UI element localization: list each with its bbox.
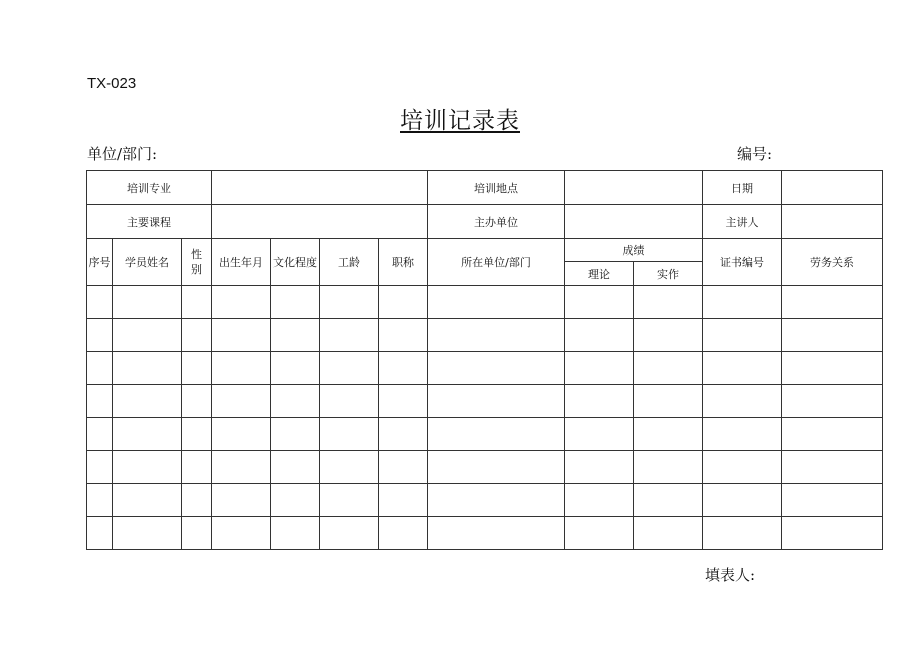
organizer-label: 主办单位 [428, 205, 565, 239]
table-cell[interactable] [782, 319, 883, 352]
location-field[interactable] [565, 171, 703, 205]
unit-label: 单位/部门: [87, 145, 158, 163]
col-gender-line1: 性 [191, 248, 202, 261]
table-cell[interactable] [182, 418, 212, 451]
organizer-field[interactable] [565, 205, 703, 239]
col-practice: 实作 [634, 262, 703, 286]
course-field[interactable] [212, 205, 428, 239]
table-cell[interactable] [703, 319, 782, 352]
col-score: 成绩 [565, 239, 703, 262]
table-cell[interactable] [379, 385, 428, 418]
table-cell[interactable] [428, 385, 565, 418]
table-cell[interactable] [87, 319, 113, 352]
date-label: 日期 [703, 171, 782, 205]
col-labor: 劳务关系 [782, 239, 883, 286]
table-cell[interactable] [565, 517, 634, 550]
table-cell[interactable] [379, 418, 428, 451]
table-cell[interactable] [320, 352, 379, 385]
table-cell[interactable] [379, 352, 428, 385]
table-row [87, 451, 883, 484]
table-cell[interactable] [379, 286, 428, 319]
col-seniority: 工龄 [320, 239, 379, 286]
table-cell[interactable] [113, 352, 182, 385]
table-cell[interactable] [212, 319, 271, 352]
table-cell[interactable] [565, 418, 634, 451]
table-cell[interactable] [703, 451, 782, 484]
table-cell[interactable] [271, 352, 320, 385]
table-cell[interactable] [320, 517, 379, 550]
table-cell[interactable] [634, 451, 703, 484]
table-cell[interactable] [113, 385, 182, 418]
table-cell[interactable] [113, 451, 182, 484]
lecturer-field[interactable] [782, 205, 883, 239]
col-unit: 所在单位/部门 [428, 239, 565, 286]
table-cell[interactable] [703, 517, 782, 550]
table-row [87, 418, 883, 451]
table-cell[interactable] [703, 418, 782, 451]
table-cell[interactable] [320, 418, 379, 451]
table-cell[interactable] [703, 352, 782, 385]
table-row [87, 286, 883, 319]
table-cell[interactable] [428, 484, 565, 517]
lecturer-label: 主讲人 [703, 205, 782, 239]
data-rows [87, 286, 883, 550]
filler-label: 填表人: [705, 566, 756, 584]
col-title: 职称 [379, 239, 428, 286]
col-gender-line2: 别 [191, 263, 202, 276]
table-cell[interactable] [182, 385, 212, 418]
table-cell[interactable] [634, 517, 703, 550]
table-cell[interactable] [320, 385, 379, 418]
table-cell[interactable] [703, 484, 782, 517]
table-cell[interactable] [782, 418, 883, 451]
col-cert: 证书编号 [703, 239, 782, 286]
table-cell[interactable] [113, 286, 182, 319]
col-birth: 出生年月 [212, 239, 271, 286]
table-row [87, 385, 883, 418]
table-cell[interactable] [379, 517, 428, 550]
number-label: 编号: [737, 145, 773, 163]
table-cell[interactable] [428, 319, 565, 352]
table-cell[interactable] [320, 451, 379, 484]
table-cell[interactable] [782, 385, 883, 418]
table-row [87, 352, 883, 385]
course-label: 主要课程 [87, 205, 212, 239]
table-cell[interactable] [379, 451, 428, 484]
table-cell[interactable] [182, 451, 212, 484]
table-cell[interactable] [271, 286, 320, 319]
table-cell[interactable] [212, 451, 271, 484]
table-cell[interactable] [271, 385, 320, 418]
table-cell[interactable] [271, 517, 320, 550]
table-cell[interactable] [271, 319, 320, 352]
table-cell[interactable] [212, 484, 271, 517]
table-cell[interactable] [212, 517, 271, 550]
col-education: 文化程度 [271, 239, 320, 286]
info-row-course [87, 205, 883, 239]
table-cell[interactable] [782, 286, 883, 319]
table-cell[interactable] [113, 484, 182, 517]
table-cell[interactable] [565, 385, 634, 418]
table-row [87, 517, 883, 550]
table-cell[interactable] [87, 352, 113, 385]
header-row [87, 239, 883, 262]
training-record-table [86, 170, 883, 550]
table-cell[interactable] [320, 484, 379, 517]
table-cell[interactable] [87, 385, 113, 418]
table-cell[interactable] [634, 319, 703, 352]
table-cell[interactable] [634, 385, 703, 418]
table-row [87, 319, 883, 352]
table-cell[interactable] [782, 484, 883, 517]
date-field[interactable] [782, 171, 883, 205]
table-cell[interactable] [182, 484, 212, 517]
table-cell[interactable] [782, 352, 883, 385]
table-cell[interactable] [182, 352, 212, 385]
table-cell[interactable] [87, 286, 113, 319]
table-cell[interactable] [212, 352, 271, 385]
table-cell[interactable] [182, 517, 212, 550]
table-cell[interactable] [782, 451, 883, 484]
table-cell[interactable] [212, 286, 271, 319]
table-cell[interactable] [212, 418, 271, 451]
specialty-field[interactable] [212, 171, 428, 205]
table-cell[interactable] [320, 319, 379, 352]
table-cell[interactable] [428, 286, 565, 319]
table-cell[interactable] [703, 286, 782, 319]
document-code: TX-023 [87, 75, 137, 92]
table-cell[interactable] [113, 517, 182, 550]
table-cell[interactable] [271, 484, 320, 517]
table-cell[interactable] [212, 385, 271, 418]
table-cell[interactable] [428, 451, 565, 484]
table-cell[interactable] [320, 286, 379, 319]
table-cell[interactable] [565, 352, 634, 385]
specialty-label: 培训专业 [87, 171, 212, 205]
table-cell[interactable] [428, 418, 565, 451]
table-cell[interactable] [703, 385, 782, 418]
table-cell[interactable] [271, 418, 320, 451]
location-label: 培训地点 [428, 171, 565, 205]
table-cell[interactable] [113, 319, 182, 352]
table-cell[interactable] [113, 418, 182, 451]
table-cell[interactable] [271, 451, 320, 484]
table-cell[interactable] [634, 352, 703, 385]
table-cell[interactable] [87, 451, 113, 484]
table-cell[interactable] [565, 451, 634, 484]
table-cell[interactable] [428, 352, 565, 385]
table-cell[interactable] [87, 484, 113, 517]
table-cell[interactable] [182, 286, 212, 319]
table-cell[interactable] [87, 418, 113, 451]
table-cell[interactable] [634, 484, 703, 517]
col-theory: 理论 [565, 262, 634, 286]
table-cell[interactable] [379, 319, 428, 352]
table-cell[interactable] [565, 286, 634, 319]
table-row [87, 484, 883, 517]
col-seq: 序号 [87, 239, 113, 286]
col-name: 学员姓名 [113, 239, 182, 286]
table-cell[interactable] [634, 418, 703, 451]
table-cell[interactable] [565, 484, 634, 517]
table-cell[interactable] [379, 484, 428, 517]
table-cell[interactable] [87, 517, 113, 550]
table-cell[interactable] [565, 319, 634, 352]
info-row-specialty [87, 171, 883, 205]
table-cell[interactable] [782, 517, 883, 550]
col-gender [182, 239, 212, 286]
table-cell[interactable] [182, 319, 212, 352]
page-title: 培训记录表 [400, 108, 520, 134]
table-cell[interactable] [634, 286, 703, 319]
table-cell[interactable] [428, 517, 565, 550]
page-title-wrap [0, 102, 920, 135]
